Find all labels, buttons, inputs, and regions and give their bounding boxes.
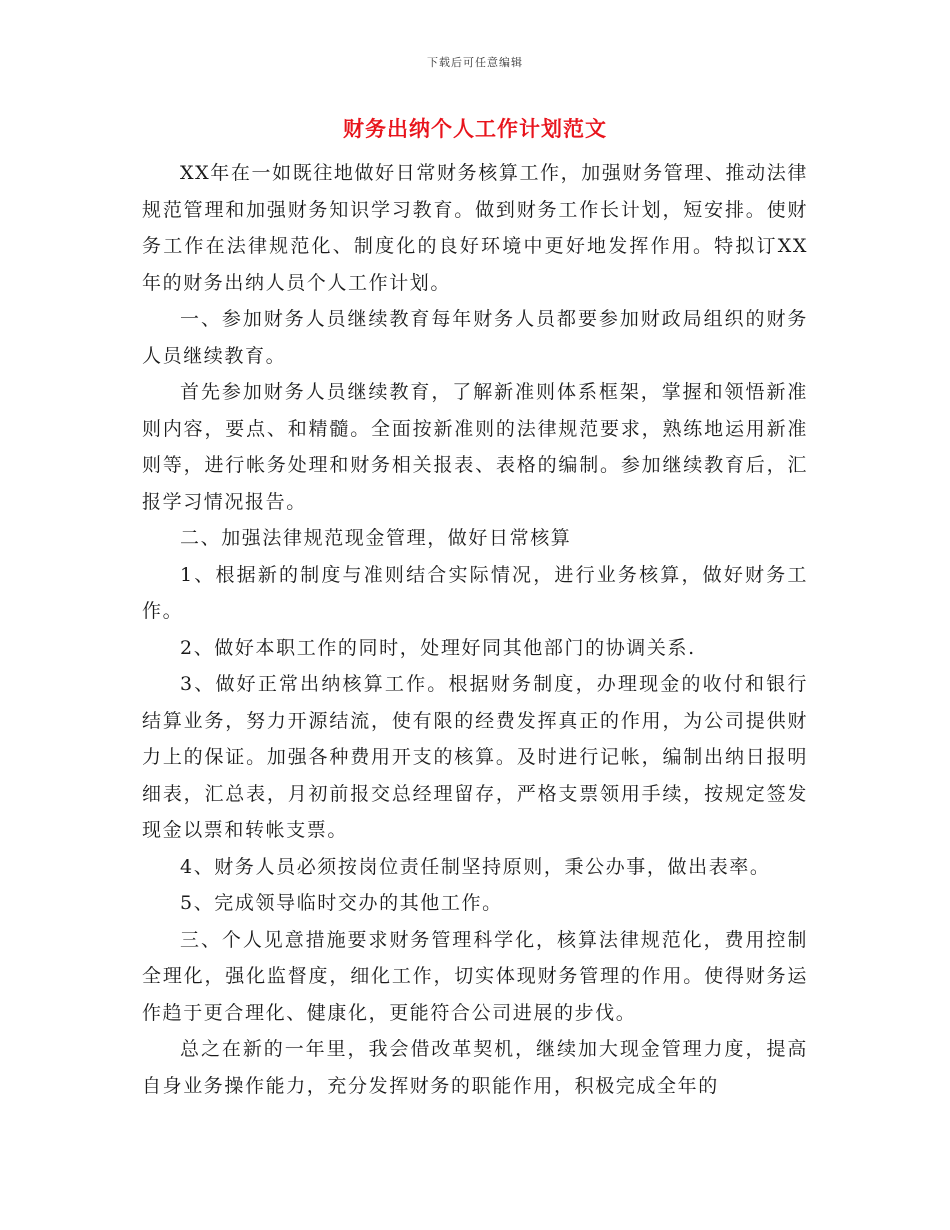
paragraph-item-4: 4、财务人员必须按岗位责任制坚持原则，秉公办事，做出表率。 (180, 855, 771, 878)
paragraph-section-2: 二、加强法律规范现金管理，做好日常核算 (180, 527, 572, 549)
paragraph-item-2: 2、做好本职工作的同时，处理好同其他部门的协调关系. (180, 636, 696, 659)
paragraph-section-1-detail: 首先参加财务人员继续教育，了解新准则体系框架，掌握和领悟新准则内容，要点、和精髓。全面按新准则的法律规范要求，熟练地运用新准则等，进行帐务处理和财务相关报表、表格的编制。参加继续教育后，汇报学习情况报告。 (142, 381, 808, 513)
paragraph-section-1: 一、参加财务人员继续教育每年财务人员都要参加财政局组织的财务人员继续教育。 (142, 308, 808, 367)
paragraph-item-3: 3、做好正常出纳核算工作。根据财务制度，办理现金的收付和银行结算业务，努力开源结流，使有限的经费发挥真正的作用，为公司提供财力上的保证。加强各种费用开支的核算。及时进行记帐，编制出纳日报明细表，汇总表，月初前报交总经理留存，严格支票领用手续，按规定签发现金以票和转帐支票。 (142, 673, 808, 841)
header-note: 下载后可任意编辑 (427, 56, 523, 69)
document-body (142, 155, 808, 1104)
paragraph-intro: XX年在一如既往地做好日常财务核算工作，加强财务管理、推动法律规范管理和加强财务知识学习教育。做到财务工作长计划，短安排。使财务工作在法律规范化、制度化的良好环境中更好地发挥作用。特拟订XX年的财务出纳人员个人工作计划。 (142, 162, 808, 294)
paragraph-item-5: 5、完成领导临时交办的其他工作。 (180, 892, 503, 914)
paragraph-conclusion: 总之在新的一年里，我会借改革契机，继续加大现金管理力度，提高自身业务操作能力，充分发挥财务的职能作用，积极完成全年的 (142, 1038, 808, 1097)
paragraph-section-3: 三、个人见意措施要求财务管理科学化，核算法律规范化，费用控制全理化，强化监督度，细化工作，切实体现财务管理的作用。使得财务运作趋于更合理化、健康化，更能符合公司进展的步伐。 (142, 928, 808, 1024)
document-title: 财务出纳个人工作计划范文 (343, 116, 607, 141)
paragraph-item-1: 1、根据新的制度与准则结合实际情况，进行业务核算，做好财务工作。 (142, 563, 808, 622)
